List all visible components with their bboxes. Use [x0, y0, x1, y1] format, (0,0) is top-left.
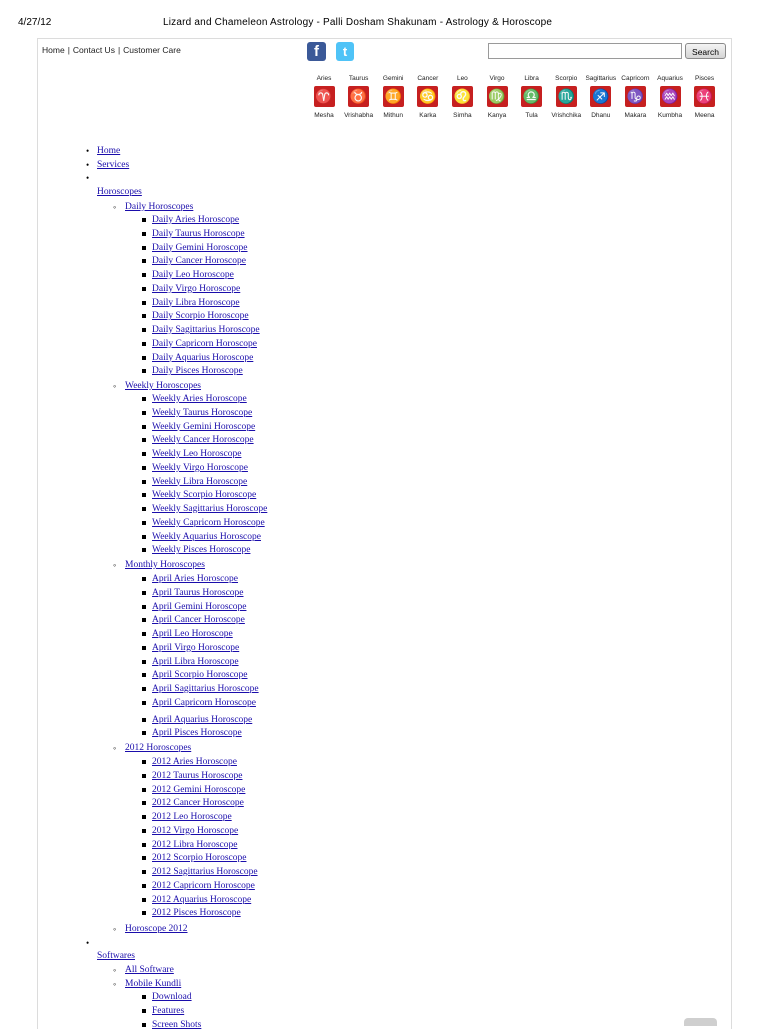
zodiac-sign-capricorn[interactable]	[618, 74, 652, 120]
list-bullet	[142, 898, 146, 902]
list-bullet	[142, 911, 146, 915]
list-bullet	[142, 246, 146, 250]
list-bullet	[142, 701, 146, 705]
list-bullet	[142, 843, 146, 847]
horoscope-item-link[interactable]: April Taurus Horoscope	[152, 587, 244, 598]
nav-horoscope-2012-link[interactable]: Horoscope 2012	[125, 924, 188, 934]
sagittarius-icon[interactable]: ♐	[590, 86, 611, 107]
zodiac-sign-aquarius[interactable]	[653, 74, 687, 120]
nav-home-link[interactable]: Home	[97, 146, 121, 156]
zodiac-hindi-name: Tula	[525, 112, 538, 119]
list-bullet	[142, 673, 146, 677]
horoscope-item-link[interactable]: Daily Sagittarius Horoscope	[152, 325, 260, 335]
list-bullet	[142, 314, 146, 318]
zodiac-sign-sagittarius[interactable]	[584, 74, 618, 120]
list-bullet	[142, 884, 146, 888]
horoscope-item-link[interactable]: 2012 Pisces Horoscope	[152, 908, 241, 919]
list-bullet	[142, 774, 146, 778]
nav-services-link[interactable]: Services	[97, 160, 130, 170]
zodiac-name: Scorpio	[555, 75, 578, 82]
list-bullet	[142, 342, 146, 346]
zodiac-sign-taurus[interactable]	[342, 74, 376, 120]
horoscope-item-link[interactable]: April Virgo Horoscope	[152, 642, 240, 653]
list-bullet	[142, 618, 146, 622]
zodiac-sign-cancer[interactable]	[411, 74, 445, 120]
zodiac-name: Libra	[524, 75, 539, 82]
top-links	[42, 45, 181, 55]
zodiac-hindi-name: Vrishchika	[551, 112, 582, 119]
list-bullet	[113, 742, 116, 754]
separator: |	[67, 45, 70, 55]
list-bullet	[142, 731, 146, 735]
horoscope-item-link[interactable]: Daily Aquarius Horoscope	[152, 352, 254, 363]
horoscope-item-link[interactable]: Daily Virgo Horoscope	[152, 283, 241, 294]
list-bullet	[142, 829, 146, 833]
nav-daily-horoscopes-link[interactable]: Daily Horoscopes	[125, 202, 194, 212]
cancer-icon[interactable]: ♋	[417, 86, 438, 107]
list-bullet	[142, 548, 146, 552]
nav-mobile-kundli-link[interactable]: Mobile Kundli	[125, 979, 182, 989]
horoscope-item-link[interactable]: April Pisces Horoscope	[152, 728, 242, 739]
list-bullet	[142, 287, 146, 291]
list-bullet	[142, 577, 146, 581]
list-bullet	[142, 507, 146, 511]
zodiac-sign-libra[interactable]	[515, 74, 549, 120]
mobile-kundli-item-link[interactable]: Screen Shots	[152, 1020, 202, 1030]
horoscope-item-link[interactable]: 2012 Capricorn Horoscope	[152, 880, 255, 891]
horoscope-item-link[interactable]: Daily Aries Horoscope	[152, 215, 240, 225]
horoscope-item-link[interactable]: April Scorpio Horoscope	[152, 670, 248, 681]
pisces-icon[interactable]: ♓	[694, 86, 715, 107]
list-bullet	[142, 493, 146, 497]
facebook-icon[interactable]: f	[307, 42, 326, 61]
list-bullet	[142, 687, 146, 691]
twitter-icon[interactable]: t	[336, 42, 354, 61]
horoscope-item-link[interactable]: April Libra Horoscope	[152, 656, 239, 667]
horoscope-item-link[interactable]: Weekly Virgo Horoscope	[152, 462, 248, 473]
search-button[interactable]: Search	[685, 43, 726, 59]
list-bullet	[142, 466, 146, 470]
zodiac-hindi-name: Mithun	[383, 112, 403, 119]
zodiac-bar	[307, 74, 727, 124]
zodiac-name: Leo	[456, 75, 468, 82]
list-bullet	[142, 646, 146, 650]
zodiac-sign-virgo[interactable]	[480, 74, 514, 120]
horoscope-item-link[interactable]: Weekly Capricorn Horoscope	[152, 517, 265, 528]
aries-icon[interactable]: ♈	[314, 86, 335, 107]
zodiac-name: Capricorn	[621, 75, 650, 82]
horoscope-item-link[interactable]: Weekly Leo Horoscope	[152, 449, 242, 459]
list-bullet	[142, 718, 146, 722]
horoscope-item-link[interactable]: Weekly Libra Horoscope	[152, 476, 248, 487]
zodiac-sign-pisces[interactable]	[688, 74, 722, 120]
horoscope-item-link[interactable]: April Gemini Horoscope	[152, 601, 247, 612]
horoscope-item-link[interactable]: April Leo Horoscope	[152, 629, 233, 639]
scroll-to-top-button[interactable]	[684, 1018, 717, 1026]
zodiac-hindi-name: Meena	[694, 112, 715, 119]
list-bullet	[142, 480, 146, 484]
horoscope-item-link[interactable]: 2012 Virgo Horoscope	[152, 825, 239, 836]
list-bullet	[142, 591, 146, 595]
horoscope-item-link[interactable]: Weekly Cancer Horoscope	[152, 435, 254, 446]
nav-horoscopes-link[interactable]: Horoscopes	[97, 187, 142, 197]
horoscope-item-link[interactable]: Daily Pisces Horoscope	[152, 366, 243, 377]
list-bullet	[86, 145, 89, 157]
print-title: Lizard and Chameleon Astrology - Palli Dosham Shakunam - Astrology & Horoscope	[163, 17, 553, 28]
horoscope-item-link[interactable]: Daily Taurus Horoscope	[152, 228, 245, 239]
list-bullet	[142, 801, 146, 805]
list-bullet	[142, 815, 146, 819]
horoscope-item-link[interactable]: 2012 Gemini Horoscope	[152, 784, 246, 795]
zodiac-sign-scorpio[interactable]	[549, 74, 583, 120]
list-bullet	[142, 760, 146, 764]
list-bullet	[142, 995, 146, 999]
separator: |	[117, 45, 121, 55]
horoscope-item-link[interactable]: April Aquarius Horoscope	[152, 714, 253, 725]
zodiac-hindi-name: Mesha	[314, 112, 334, 119]
horoscope-item-link[interactable]: Daily Capricorn Horoscope	[152, 338, 257, 349]
zodiac-name: Pisces	[695, 75, 715, 82]
zodiac-name: Sagittarius	[585, 75, 617, 82]
list-bullet	[142, 452, 146, 456]
list-bullet	[142, 232, 146, 236]
zodiac-sign-leo[interactable]	[445, 74, 479, 120]
list-bullet	[113, 978, 116, 990]
leo-icon[interactable]: ♌	[452, 86, 473, 107]
list-bullet	[142, 328, 146, 332]
list-bullet	[113, 964, 116, 976]
zodiac-hindi-name: Kumbha	[657, 112, 683, 119]
zodiac-hindi-name: Vrishabha	[344, 112, 374, 119]
list-bullet	[142, 356, 146, 360]
horoscope-item-link[interactable]: 2012 Libra Horoscope	[152, 839, 238, 850]
zodiac-hindi-name: Dhanu	[591, 112, 611, 119]
zodiac-sign-gemini[interactable]	[376, 74, 410, 120]
list-bullet	[142, 605, 146, 609]
list-bullet	[86, 937, 89, 949]
list-bullet	[142, 870, 146, 874]
zodiac-name: Virgo	[489, 75, 505, 82]
zodiac-sign-aries[interactable]	[307, 74, 341, 120]
horoscope-item-link[interactable]: Weekly Taurus Horoscope	[152, 407, 253, 418]
zodiac-name: Cancer	[417, 75, 439, 82]
list-bullet	[113, 923, 116, 935]
horoscope-item-link[interactable]: April Capricorn Horoscope	[152, 697, 256, 708]
zodiac-hindi-name: Karka	[419, 112, 437, 119]
horoscope-item-link[interactable]: Daily Gemini Horoscope	[152, 242, 248, 253]
list-bullet	[142, 1009, 146, 1013]
horoscope-item-link[interactable]: 2012 Aries Horoscope	[152, 757, 237, 767]
contact-us-link[interactable]: Contact Us	[72, 45, 115, 55]
print-header	[18, 17, 758, 33]
horoscope-item-link[interactable]: Daily Cancer Horoscope	[152, 256, 246, 267]
horoscope-item-link[interactable]: Weekly Sagittarius Horoscope	[152, 504, 268, 514]
horoscope-item-link[interactable]: Weekly Scorpio Horoscope	[152, 490, 257, 501]
list-bullet	[86, 172, 89, 184]
horoscope-item-link[interactable]: 2012 Scorpio Horoscope	[152, 853, 247, 864]
nav-monthly-horoscopes-link[interactable]: Monthly Horoscopes	[125, 560, 205, 570]
horoscope-item-link[interactable]: Weekly Pisces Horoscope	[152, 545, 251, 556]
horoscope-item-link[interactable]: 2012 Aquarius Horoscope	[152, 894, 252, 905]
print-date: 4/27/12	[18, 17, 52, 28]
horoscope-item-link[interactable]: April Sagittarius Horoscope	[152, 684, 259, 694]
zodiac-name: Aries	[316, 75, 332, 82]
zodiac-name: Aquarius	[657, 75, 683, 82]
capricorn-icon[interactable]: ♑	[625, 86, 646, 107]
scorpio-icon[interactable]: ♏	[556, 86, 577, 107]
customer-care-link[interactable]: Customer Care	[123, 45, 181, 55]
libra-icon[interactable]: ♎	[521, 86, 542, 107]
list-bullet	[142, 521, 146, 525]
horoscope-item-link[interactable]: Weekly Aries Horoscope	[152, 394, 247, 404]
nav-weekly-horoscopes-link[interactable]: Weekly Horoscopes	[125, 381, 202, 391]
list-bullet	[142, 259, 146, 263]
nav-softwares-link[interactable]: Softwares	[97, 951, 135, 961]
zodiac-hindi-name: Makara	[624, 112, 647, 119]
virgo-icon[interactable]: ♍	[487, 86, 508, 107]
list-bullet	[142, 535, 146, 539]
zodiac-name: Taurus	[348, 75, 369, 82]
list-bullet	[142, 425, 146, 429]
home-link[interactable]: Home	[42, 45, 65, 55]
list-bullet	[142, 788, 146, 792]
aquarius-icon[interactable]: ♒	[660, 86, 681, 107]
horoscope-item-link[interactable]: April Aries Horoscope	[152, 574, 239, 584]
list-bullet	[142, 273, 146, 277]
search-input[interactable]	[488, 43, 682, 59]
horoscope-item-link[interactable]: Weekly Aquarius Horoscope	[152, 531, 261, 542]
horoscope-item-link[interactable]: Daily Libra Horoscope	[152, 297, 240, 308]
list-bullet	[142, 218, 146, 222]
list-bullet	[113, 380, 116, 392]
horoscope-item-link[interactable]: 2012 Leo Horoscope	[152, 812, 232, 822]
horoscope-item-link[interactable]: April Cancer Horoscope	[152, 615, 245, 626]
list-bullet	[113, 559, 116, 571]
list-bullet	[142, 632, 146, 636]
list-bullet	[142, 369, 146, 373]
horoscope-item-link[interactable]: Daily Leo Horoscope	[152, 270, 234, 280]
horoscope-item-link[interactable]: 2012 Sagittarius Horoscope	[152, 867, 258, 877]
mobile-kundli-item-link[interactable]: Download	[152, 992, 192, 1002]
taurus-icon[interactable]: ♉	[348, 86, 369, 107]
zodiac-hindi-name: Simha	[453, 112, 472, 119]
list-bullet	[142, 411, 146, 415]
list-bullet	[142, 301, 146, 305]
list-bullet	[142, 856, 146, 860]
nav-yearly-horoscopes-link[interactable]: 2012 Horoscopes	[125, 743, 192, 753]
list-bullet	[113, 201, 116, 213]
horoscope-item-link[interactable]: Weekly Gemini Horoscope	[152, 421, 256, 432]
gemini-icon[interactable]: ♊	[383, 86, 404, 107]
horoscope-item-link[interactable]: Daily Scorpio Horoscope	[152, 311, 249, 322]
list-bullet	[142, 397, 146, 401]
mobile-kundli-item-link[interactable]: Features	[152, 1006, 185, 1016]
list-bullet	[142, 438, 146, 442]
horoscope-item-link[interactable]: 2012 Cancer Horoscope	[152, 798, 244, 809]
zodiac-hindi-name: Kanya	[487, 112, 507, 119]
horoscope-item-link[interactable]: 2012 Taurus Horoscope	[152, 770, 243, 781]
list-bullet	[142, 660, 146, 664]
zodiac-name: Gemini	[382, 75, 404, 82]
nav-all-software-link[interactable]: All Software	[125, 965, 174, 975]
list-bullet	[86, 159, 89, 171]
